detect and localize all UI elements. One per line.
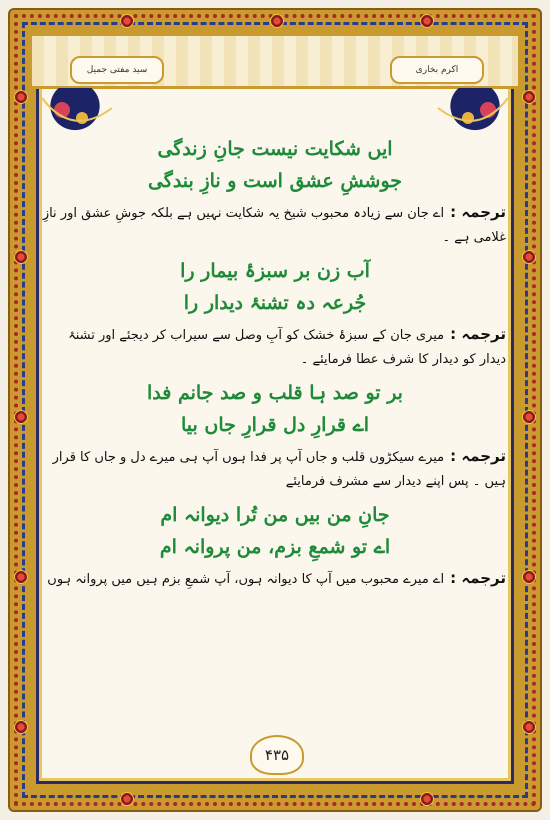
translation-text: اے میرے محبوب میں آپ کا دیوانہ ہوں، آپ شمعِ بزم ہیں میں پروانہ ہوں	[47, 572, 445, 587]
translation-text: میری جان کے سبزۂ خشک کو آبِ وصل سے سیراب کر دیجئے اور تشنۂ دیدار کو دیدار کا شرف عطا فرمایئے ۔	[68, 328, 506, 367]
translation-text: اے جان سے زیادہ محبوب شیخ یہ شکایت نہیں ہے بلکہ جوشِ عشق اور نازِ غلامی ہے ۔	[42, 206, 506, 245]
verse-line: جانِ من بیں من تُرا دیوانہ ام	[160, 504, 390, 526]
translation-label: ترجمہ :	[450, 325, 506, 343]
verse-line: اے قرارِ دل قرارِ جاں بیا	[180, 414, 370, 436]
border-flower-icon	[14, 90, 28, 104]
border-flower-icon	[522, 410, 536, 424]
border-flower-icon	[14, 250, 28, 264]
verse-line: جوششِ عشق است و نازِ بندگی	[147, 170, 403, 192]
border-flower-icon	[522, 570, 536, 584]
translation-text: میرے سیکڑوں قلب و جاں آپ پر فدا ہوں آپ ہی میرے دل و جاں کا قرار ہیں ۔ پس اپنے دیدار سے مشرف فرمایئے	[52, 450, 506, 489]
border-flower-icon	[522, 720, 536, 734]
verse-line: بر تو صد ہا قلب و صد جانم فدا	[147, 382, 403, 404]
translation-label: ترجمہ :	[450, 569, 506, 587]
translation-label: ترجمہ :	[450, 203, 506, 221]
verse-line: آب زن بر سبزۂ بیمار را	[180, 260, 370, 282]
verse-line: ایں شکایت نیست جانِ زندگی	[157, 138, 393, 160]
translation-paragraph	[40, 566, 510, 592]
border-flower-icon	[14, 720, 28, 734]
translation-paragraph	[40, 444, 510, 494]
verse-line: جُرعہ دہ تشنۂ دیدار را	[183, 292, 367, 314]
border-flower-icon	[120, 792, 134, 806]
border-flower-icon	[14, 410, 28, 424]
left-cartouche: سید مفتی جمیل	[70, 56, 164, 84]
border-flower-icon	[522, 90, 536, 104]
translation-label: ترجمہ :	[450, 447, 506, 465]
translation-paragraph	[40, 322, 510, 372]
page-number: ۴۳۵	[250, 735, 304, 775]
right-cartouche: اکرم بخاری	[390, 56, 484, 84]
translation-paragraph	[40, 200, 510, 250]
verse-line: اے تو شمعِ بزم، من پروانہ ام	[159, 536, 391, 558]
border-flower-icon	[14, 570, 28, 584]
border-flower-icon	[420, 14, 434, 28]
border-flower-icon	[522, 250, 536, 264]
border-flower-icon	[120, 14, 134, 28]
border-flower-icon	[270, 14, 284, 28]
border-flower-icon	[420, 792, 434, 806]
page-content	[40, 130, 510, 600]
